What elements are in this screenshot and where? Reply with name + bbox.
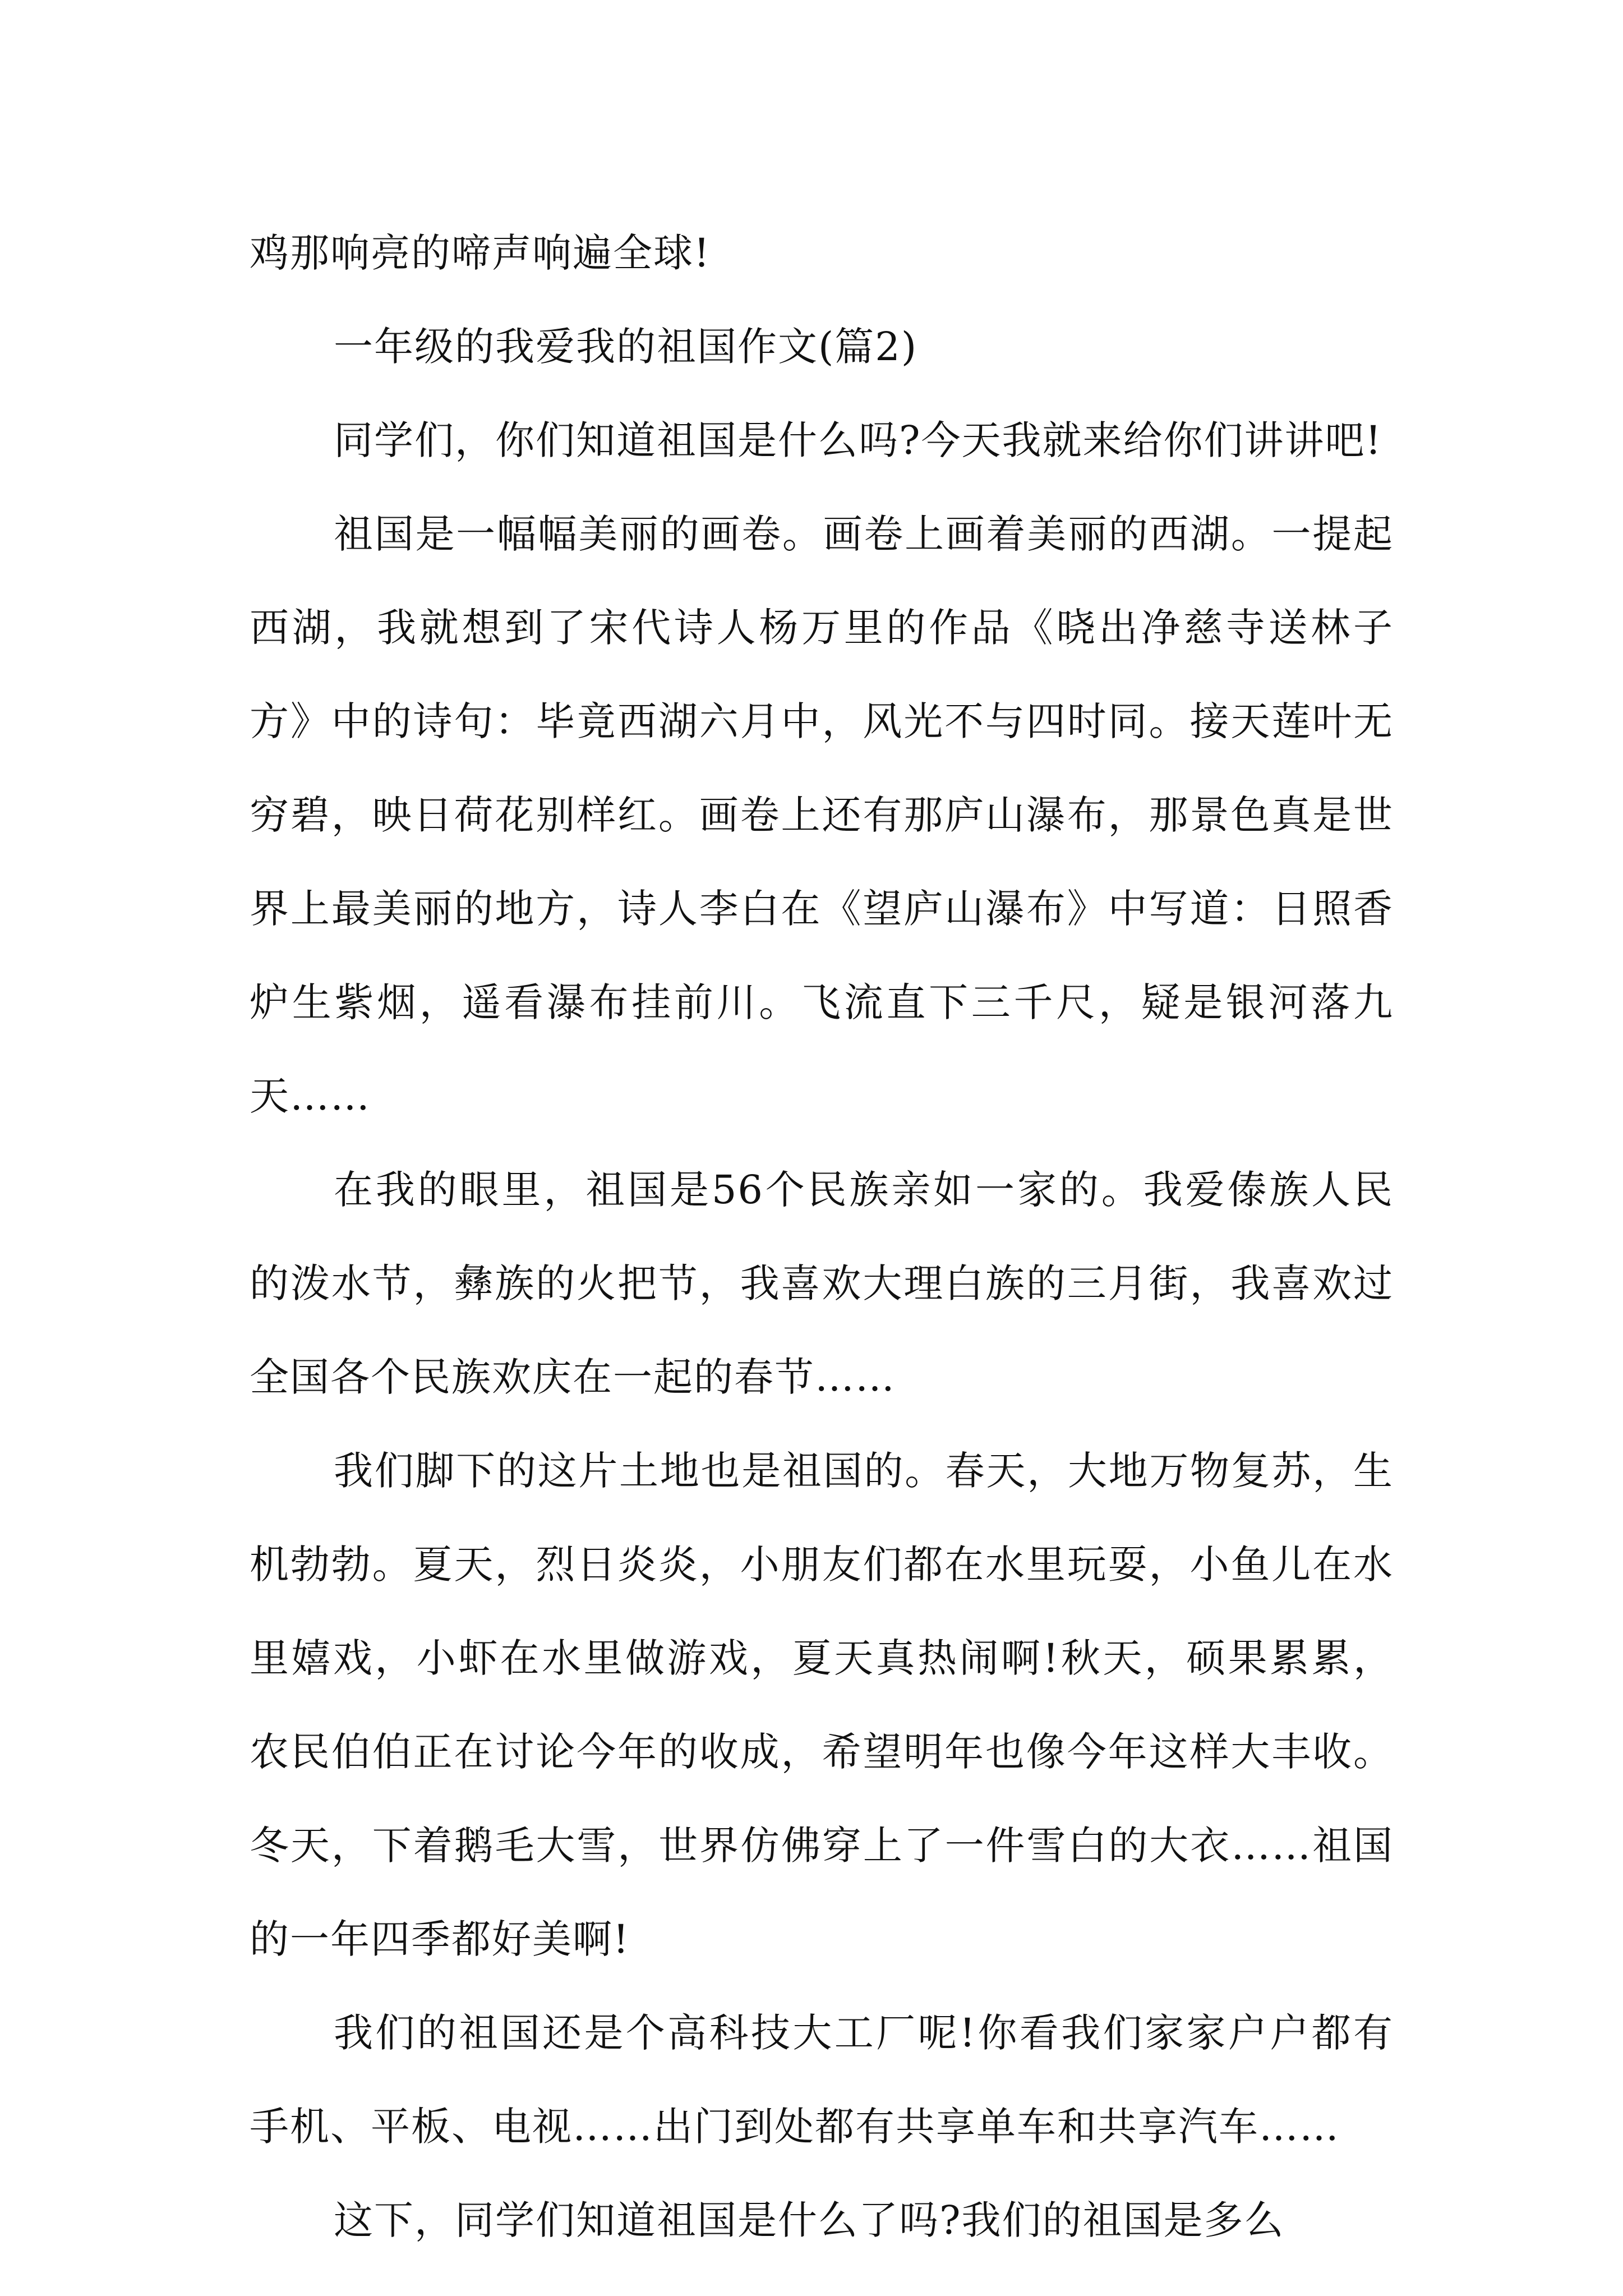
paragraph-conclusion: 这下，同学们知道祖国是什么了吗?我们的祖国是多么 — [334, 2197, 1285, 2243]
paragraph-seasons: 我们脚下的这片土地也是祖国的。春天，大地万物复苏，生机勃勃。夏天，烈日炎炎，小朋友们都在水里玩耍，小鱼儿在水里嬉戏，小虾在水里做游戏，夏天真热闹啊!秋天，硕果累累，农民伯伯正在讨论今年的收成，希望明年也像今年这样大丰收。冬天，下着鹅毛大雪，世界仿佛穿上了一件雪白的大衣……祖国的一年四季都好美啊! — [250, 1448, 1394, 1962]
essay-title: 一年级的我爱我的祖国作文(篇2) — [334, 324, 918, 370]
paragraph-intro: 同学们，你们知道祖国是什么吗?今天我就来给你们讲讲吧! — [334, 417, 1382, 463]
paragraph-landscape: 祖国是一幅幅美丽的画卷。画卷上画着美丽的西湖。一提起西湖，我就想到了宋代诗人杨万里的作品《晓出净慈寺送林子方》中的诗句：毕竟西湖六月中，风光不与四时同。接天莲叶无穷碧，映日荷花别样红。画卷上还有那庐山瀑布，那景色真是世界上最美丽的地方，诗人李白在《望庐山瀑布》中写道：日照香炉生紫烟，遥看瀑布挂前川。飞流直下三千尺，疑是银河落九天…… — [250, 511, 1394, 1119]
paragraph-technology: 我们的祖国还是个高科技大工厂呢!你看我们家家户户都有手机、平板、电视……出门到处都有共享单车和共享汽车…… — [250, 2010, 1394, 2150]
essay-body — [250, 206, 1394, 2267]
paragraph-ethnic-groups: 在我的眼里，祖国是56个民族亲如一家的。我爱傣族人民的泼水节，彝族的火把节，我喜欢大理白族的三月街，我喜欢过全国各个民族欢庆在一起的春节…… — [250, 1167, 1394, 1400]
paragraph-continuation: 鸡那响亮的啼声响遍全球! — [250, 230, 711, 276]
